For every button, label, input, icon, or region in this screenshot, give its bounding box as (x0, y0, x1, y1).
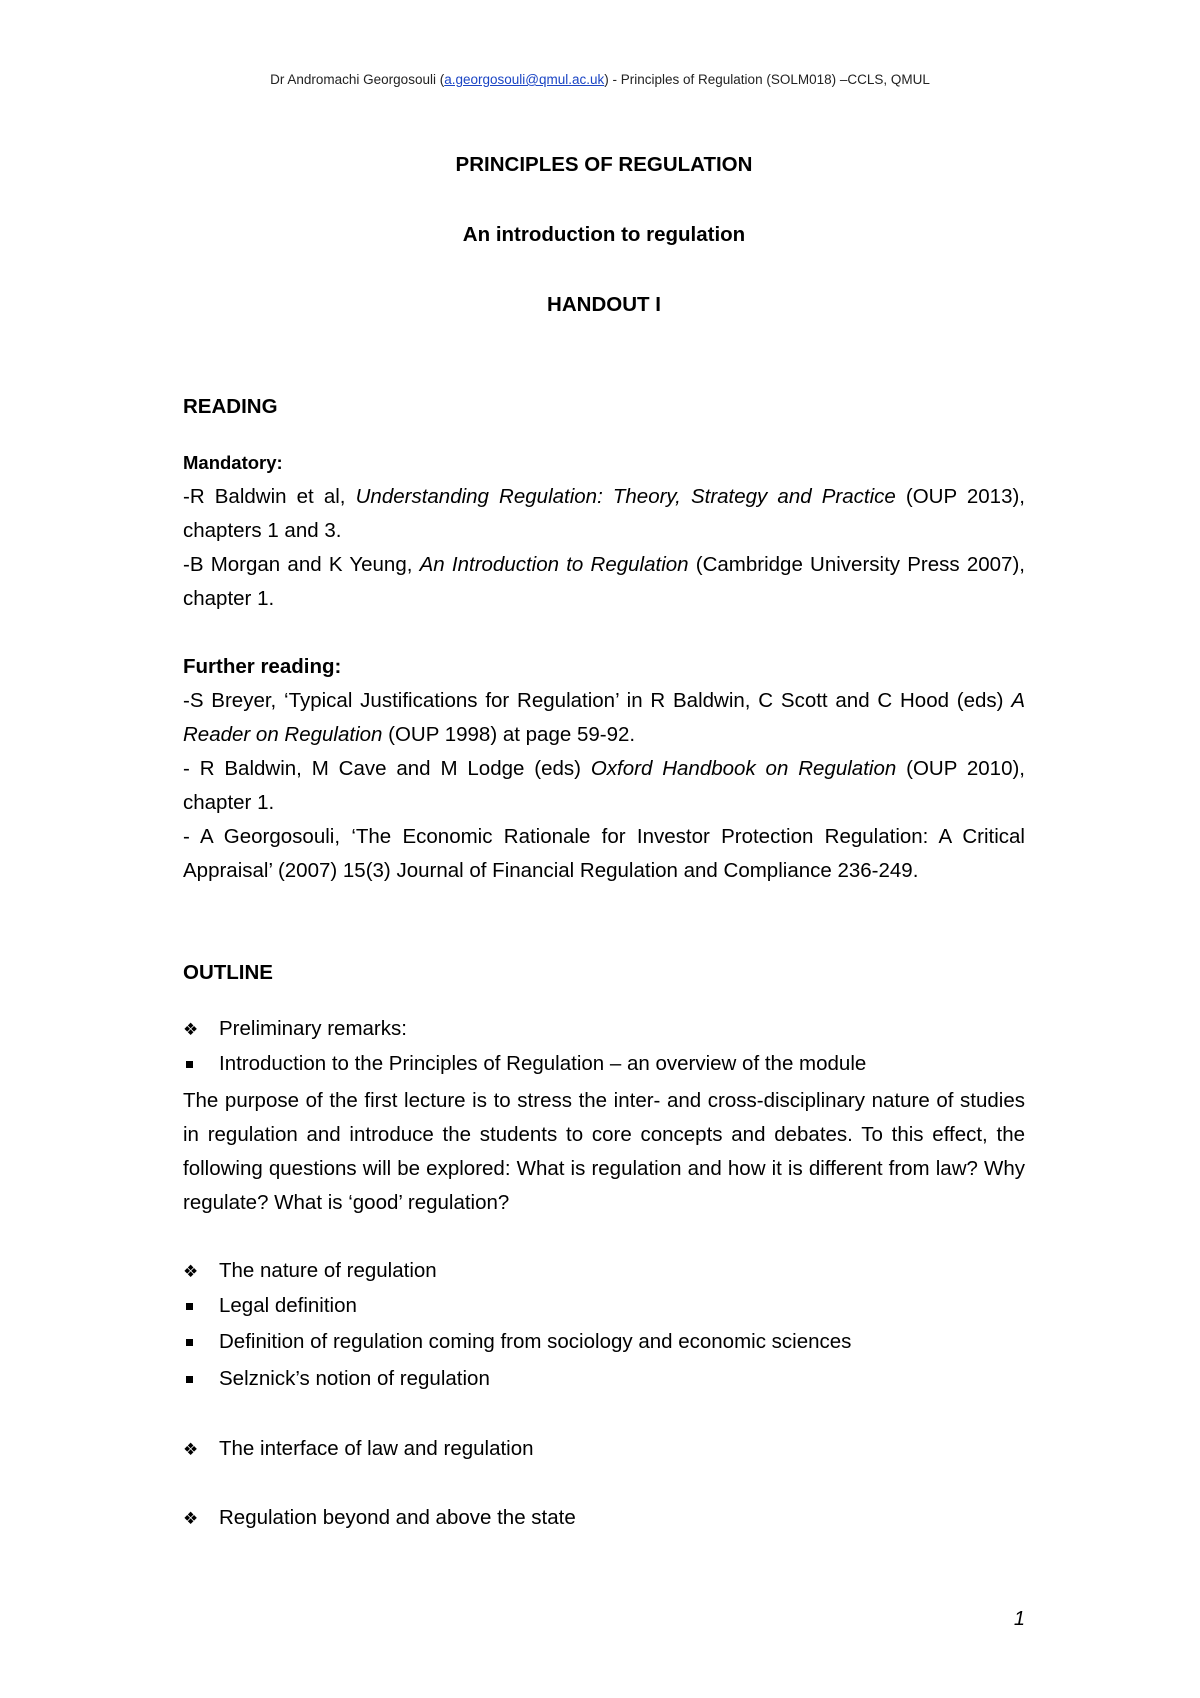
header-author: Dr Andromachi Georgosouli ( (270, 72, 445, 87)
outline-item-prelim: ❖ Preliminary remarks: (183, 1012, 1025, 1047)
square-bullet-icon (183, 1328, 219, 1362)
mandatory-label: Mandatory: (183, 452, 283, 473)
mandatory-reading-2: -B Morgan and K Yeung, An Introduction to Regulation (Cambridge University Press 2007), chapter 1. (183, 553, 1025, 610)
document-title: PRINCIPLES OF REGULATION (455, 153, 753, 176)
header-course: ) - Principles of Regulation (SOLM018) –CCLS, QMUL (604, 72, 930, 87)
square-bullet-icon (183, 1291, 219, 1325)
reading-heading: READING (183, 395, 278, 418)
outline-item-beyond: ❖ Regulation beyond and above the state (183, 1501, 1025, 1536)
outline-heading: OUTLINE (183, 961, 273, 984)
outline-item-nature: ❖ The nature of regulation (183, 1254, 1025, 1289)
square-bullet-icon (183, 1050, 219, 1084)
handout-label: HANDOUT I (547, 293, 661, 316)
author-email-link[interactable]: a.georgosouli@qmul.ac.uk (444, 72, 605, 87)
diamond-bullet-icon: ❖ (183, 1440, 199, 1459)
further-reading-3: - A Georgosouli, ‘The Economic Rationale for Investor Protection Regulation: A Critical Appraisal’ (2007) 15(3) Journal of Financial Regulation and Compliance 236-249. (183, 825, 1025, 882)
document-body (183, 148, 1025, 1536)
outline-subitem-selznick: Selznick’s notion of regulation (183, 1362, 1025, 1399)
further-reading-1: -S Breyer, ‘Typical Justifications for Regulation’ in R Baldwin, C Scott and C Hood (eds) A Reader on Regulation (OUP 1998) at page 59-92. (183, 689, 1025, 746)
document-subtitle: An introduction to regulation (462, 223, 746, 246)
diamond-bullet-icon: ❖ (183, 1509, 199, 1528)
outline-item-interface: ❖ The interface of law and regulation (183, 1432, 1025, 1467)
outline-subitem-intro: Introduction to the Principles of Regulation – an overview of the module (183, 1047, 1025, 1084)
further-reading-label: Further reading: (183, 655, 342, 678)
page-header (0, 72, 1200, 87)
square-bullet-icon (183, 1364, 219, 1398)
outline-subitem-legal: Legal definition (183, 1289, 1025, 1326)
diamond-bullet-icon: ❖ (183, 1020, 199, 1039)
outline-subitem-sociology: Definition of regulation coming from sociology and economic sciences (183, 1325, 1025, 1362)
diamond-bullet-icon: ❖ (183, 1261, 199, 1281)
mandatory-reading-1: -R Baldwin et al, Understanding Regulation: Theory, Strategy and Practice (OUP 2013), chapters 1 and 3. (183, 485, 1026, 542)
page-number: 1 (1013, 1608, 1025, 1630)
further-reading-2: - R Baldwin, M Cave and M Lodge (eds) Oxford Handbook on Regulation (OUP 2010), chapter 1. (183, 757, 1025, 814)
purpose-paragraph: The purpose of the first lecture is to stress the inter- and cross-disciplinary nature of studies in regulation and introduce the students to core concepts and debates. To this effect, the following questions will be explored: What is regulation and how it is different from law? Why regulate? What is ‘good’ regulation? (183, 1088, 1025, 1214)
